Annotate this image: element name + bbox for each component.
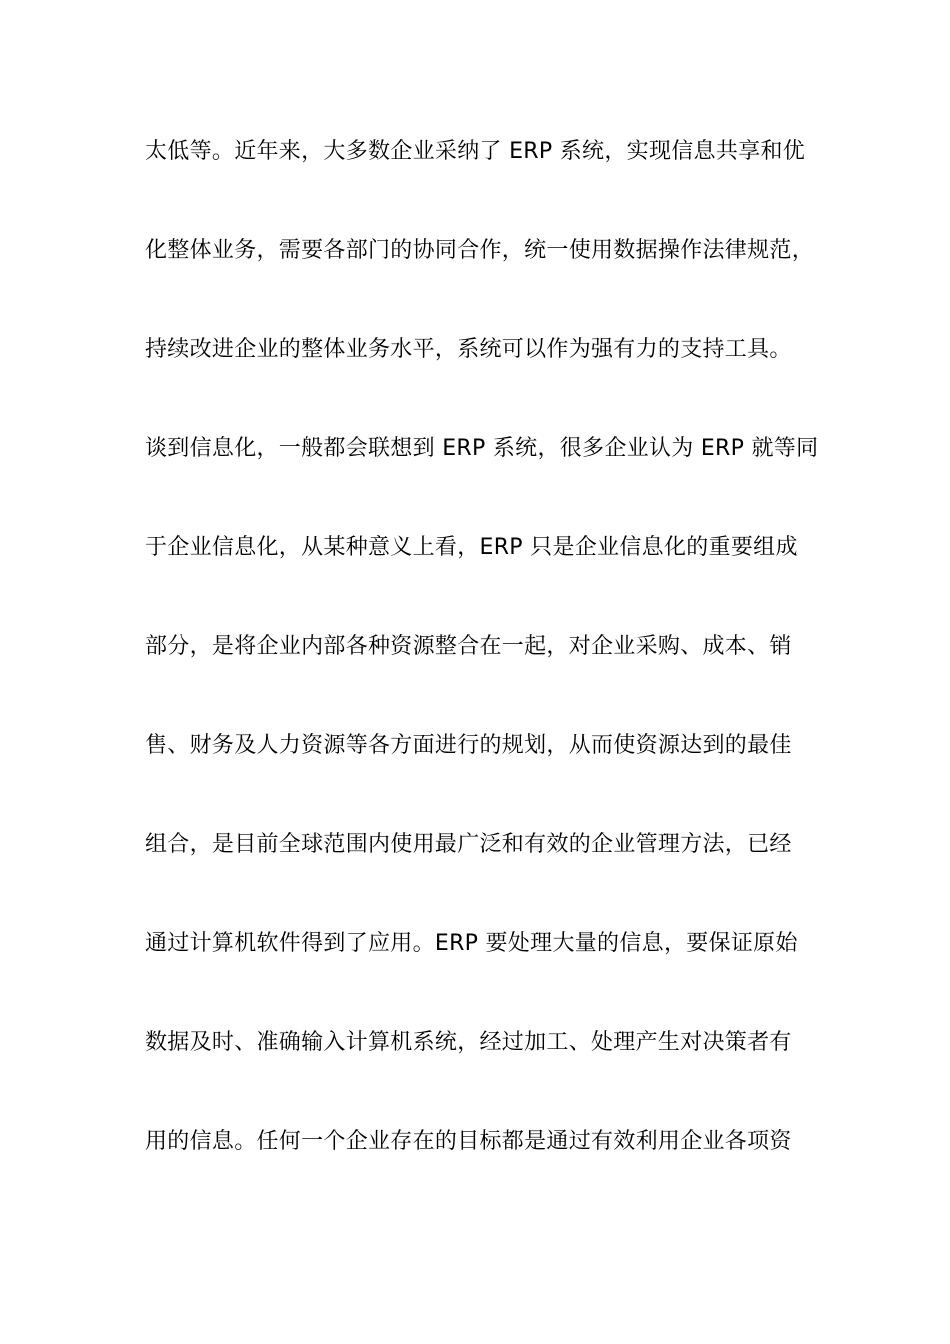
text-line-3: 持续改进企业的整体业务水平，系统可以作为强有力的支持工具。 [145, 337, 792, 362]
text-line-2: 化整体业务，需要各部门的协同合作，统一使用数据操作法律规范， [145, 238, 815, 263]
body-text [145, 132, 845, 1221]
text-line-7: 售、财务及人力资源等各方面进行的规划，从而使资源达到的最佳 [145, 733, 792, 758]
text-line-6: 部分，是将企业内部各种资源整合在一起，对企业采购、成本、销 [145, 634, 792, 659]
text-line-5: 于企业信息化，从某种意义上看，ERP 只是企业信息化的重要组成 [145, 535, 798, 560]
text-line-10: 数据及时、准确输入计算机系统，经过加工、处理产生对决策者有 [145, 1030, 792, 1055]
text-line-4: 谈到信息化，一般都会联想到 ERP 系统，很多企业认为 ERP 就等同 [145, 436, 819, 461]
text-line-9: 通过计算机软件得到了应用。ERP 要处理大量的信息，要保证原始 [145, 931, 798, 956]
text-line-8: 组合，是目前全球范围内使用最广泛和有效的企业管理方法，已经 [145, 832, 792, 857]
text-line-11: 用的信息。任何一个企业存在的目标都是通过有效利用企业各项资 [145, 1129, 792, 1154]
text-line-1: 太低等。近年来，大多数企业采纳了 ERP 系统，实现信息共享和优 [145, 139, 806, 164]
